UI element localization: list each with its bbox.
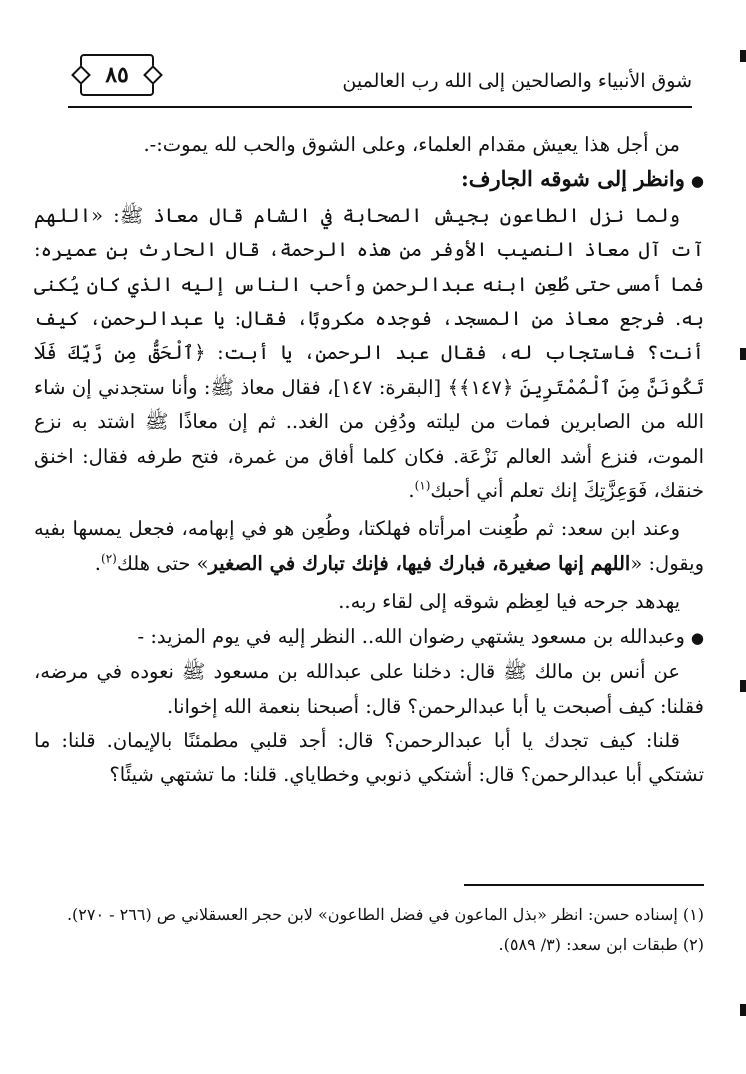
emphasized-quote: اللهم إنها صغيرة، فبارك فيها، فإنك تبارك في الصغير — [208, 551, 631, 575]
footnote: (١) إسناده حسن: انظر «بذل الماعون في فضل الطاعون» لابن حجر العسقلاني ص (٢٦٦ - ٢٧٠). — [66, 905, 704, 924]
header-title: شوق الأنبياء والصالحين إلى الله رب العالمين — [342, 70, 692, 92]
paragraph: من أجل هذا يعيش مقدام العلماء، وعلى الشوق والحب لله يموت:-. — [143, 133, 680, 156]
footnote-ref: (٢) — [101, 551, 117, 566]
paragraph: يهدهد جرحه فيا لعِظم شوقه إلى لقاء ربه.. — [338, 590, 680, 614]
paragraph: قلنا: كيف تجدك يا أبا عبدالرحمن؟ قال: أجد قلبي مطمئنًا بالإيمان. قلنا: ما تشتكي أبا عبدالرحمن؟ قال: أشتكي ذنوبي وخطاياي. قلنا: ما تشتهي شيئًا؟ — [34, 728, 704, 787]
footnote-ref: (١) — [414, 478, 431, 493]
footnote: (٢) طبقات ابن سعد: (٣/ ٥٨٩). — [498, 935, 704, 954]
bullet-icon: ● — [690, 172, 704, 191]
quran-verse: ﴿ٱلْحَقُّ مِن رَّبِّكَ فَلَا تَكُونَنَّ مِنَ ٱلْمُمْتَرِينَ ﴿١٤٧﴾﴾ — [34, 341, 704, 399]
edge-mark — [740, 1004, 746, 1016]
paragraph: وعند ابن سعد: ثم طُعِنت امرأتاه فهلكتا، وطُعِن هو في إبهامه، فجعل يمسها بفيه ويقول: «اللهم إنها صغيرة، فبارك فيها، فإنك تبارك في الصغير» حتى هلك$^{(٢)}$. — [34, 517, 704, 575]
edge-mark — [740, 348, 746, 360]
edge-mark — [740, 680, 746, 692]
section-heading: ●وانظر إلى شوقه الجارف: — [34, 162, 704, 198]
edge-mark — [740, 50, 746, 62]
running-header — [68, 48, 692, 108]
main-text — [34, 128, 704, 793]
section-heading: ●وعبدالله بن مسعود يشتهي رضوان الله.. النظر إليه في يوم المزيد: - — [34, 620, 704, 655]
paragraph: عن أنس بن مالك ﷺ قال: دخلنا على عبدالله بن مسعود ﷺ نعوده في مرضه، فقلنا: كيف أصبحت يا أبا عبدالرحمن؟ قال: أصبحنا بنعمة الله إخوانا. — [34, 660, 704, 718]
page-number: ٨٥ — [80, 54, 154, 96]
footnote-divider — [464, 884, 704, 886]
bullet-icon: ● — [690, 628, 704, 647]
footnotes — [40, 900, 704, 960]
paragraph: ولما نزل الطاعون بجيش الصحابة في الشام قال معاذ ﷺ: «اللهم آت آل معاذ النصيب الأوفر من هذه الرحمة، قال الحارث بن عميره: فما أمسى حتى طُعِن ابنه عبدالرحمن وأحب الناس إليه الذي كان يُكنى به. فرجع معاذ من المسجد، فوجده مكروبًا، فقال: يا عبدالرحمن، كيف أنت؟ فاستجاب له، فقال عبد الرحمن، يا أبت: ﴿ٱلْحَقُّ مِن رَّبِّكَ فَلَا تَكُونَنَّ مِنَ ٱلْمُمْتَرِينَ ﴿١٤٧﴾﴾ [البقرة: ١٤٧]، فقال معاذ ﷺ: وأنا ستجدني إن شاء الله من الصابرين فمات من ليلته ودُفِن من الغد.. ثم إن معاذًا ﷺ اشتد به نزع الموت، فنزع أشد العالم نَزْعَة. فكان كلما أفاق من غمرة، فتح طرفه فقال: اخنق خنقك، فَوَعِزَّتِكَ إنك تعلم أني أحبك$^{(١)}$. — [34, 203, 704, 503]
